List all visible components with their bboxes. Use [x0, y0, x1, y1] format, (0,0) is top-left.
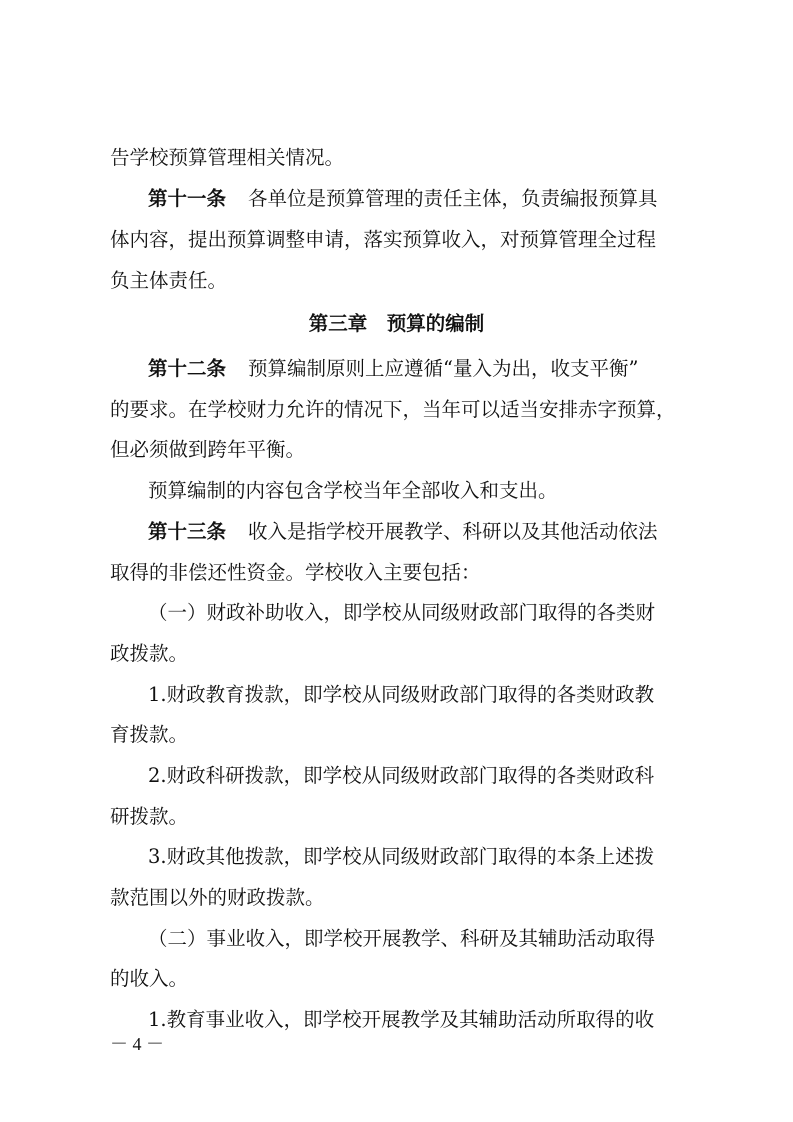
chapter-heading: 第三章 预算的编制 [308, 312, 485, 335]
paragraph-line: 预算编制的内容包含学校当年全部收入和支出。 [148, 479, 558, 502]
article-11-heading: 第十一条 [148, 187, 227, 210]
list-item-line: 1.财政教育拨款，即学校从同级财政部门取得的各类财政教 [148, 683, 655, 706]
article-12-line [0, 357, 793, 381]
list-item-line: （二）事业收入，即学校开展教学、科研及其辅助活动取得 [148, 927, 656, 950]
list-item-line: 的收入。 [110, 967, 189, 990]
paragraph-line: 取得的非偿还性资金。学校收入主要包括： [110, 561, 481, 584]
paragraph-line: 但必须做到跨年平衡。 [110, 438, 306, 461]
list-item-line: 款范围以外的财政拨款。 [110, 886, 325, 909]
article-13-heading: 第十三条 [148, 520, 227, 543]
list-item-line: 育拨款。 [110, 723, 189, 746]
list-item-line: 3.财政其他拨款，即学校从同级财政部门取得的本条上述拨 [148, 845, 655, 868]
paragraph-line: 的要求。在学校财力允许的情况下，当年可以适当安排赤字预算， [110, 398, 676, 421]
paragraph-line: 告学校预算管理相关情况。 [110, 146, 345, 169]
list-item-line: 研拨款。 [110, 805, 189, 828]
list-item-line: 1.教育事业收入，即学校开展教学及其辅助活动所取得的收 [148, 1008, 655, 1031]
paragraph-text: 各单位是预算管理的责任主体，负责编报预算具 [248, 187, 658, 210]
list-item-line: 2.财政科研拨款，即学校从同级财政部门取得的各类财政科 [148, 764, 655, 787]
paragraph-line: 体内容，提出预算调整申请，落实预算收入，对预算管理全过程 [110, 228, 657, 251]
paragraph-text: 预算编制原则上应遵循“量入为出，收支平衡” [248, 357, 639, 380]
article-11-line [0, 187, 793, 211]
article-13-line [0, 520, 793, 544]
list-item-line: 政拨款。 [110, 642, 189, 665]
paragraph-line: 负主体责任。 [110, 269, 228, 292]
page-number: － 4 － [110, 1034, 164, 1054]
article-12-heading: 第十二条 [148, 357, 227, 380]
paragraph-text: 收入是指学校开展教学、科研以及其他活动依法 [248, 520, 658, 543]
list-item-line: （一）财政补助收入，即学校从同级财政部门取得的各类财 [148, 601, 656, 624]
